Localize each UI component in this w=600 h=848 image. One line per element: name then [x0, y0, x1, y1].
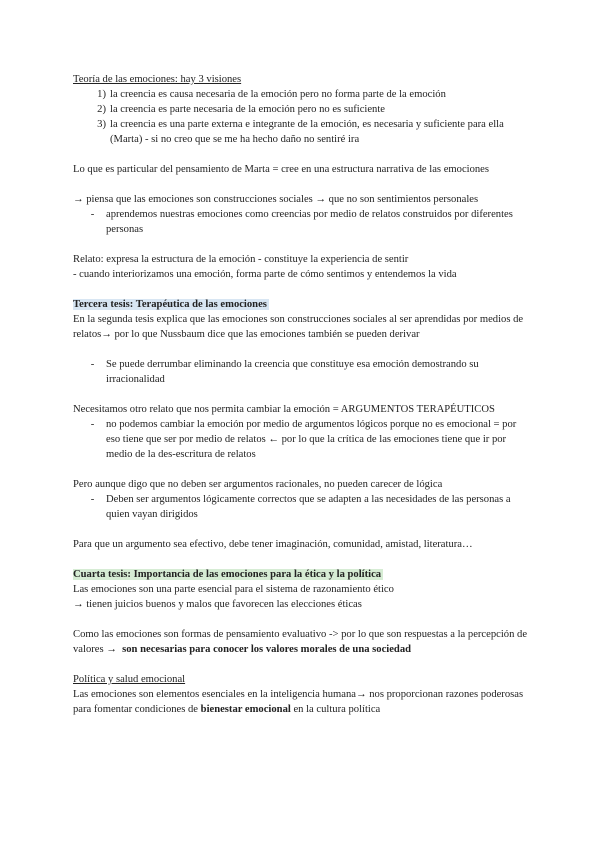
paragraph-relato: Relato: expresa la estructura de la emoción - constituye la experiencia de sentir [73, 254, 409, 265]
section-heading-tercera [73, 297, 533, 312]
paragraph-politica-bold: bienestar emocional [200, 704, 291, 715]
bullet-text: Deben ser argumentos lógicamente correctos que se adapten a las necesidades de las personas a quien vayan dirigidos [106, 494, 511, 520]
item-number: 2) [97, 104, 106, 115]
paragraph-relato-2: - cuando interiorizamos una emoción, forma parte de cómo sentimos y entendemos la vida [73, 269, 457, 280]
numbered-item-3 [73, 117, 533, 147]
bullet-item [73, 417, 533, 462]
bullet-marker: - [90, 209, 95, 220]
numbered-item-2 [73, 102, 533, 117]
heading-highlight: Tercera tesis: Terapéutica de las emociones [73, 299, 267, 310]
item-text: la creencia es causa necesaria de la emoción pero no forma parte de la emoción [110, 89, 446, 100]
item-number: 3) [97, 119, 106, 130]
section-title-teoria: Teoría de las emociones: hay 3 visiones [73, 74, 242, 85]
bullet-item [73, 357, 533, 387]
bullet-text: aprendemos nuestras emociones como creencias por medio de relatos construidos por diferentes personas [106, 209, 513, 235]
paragraph-pero: Pero aunque digo que no deben ser argumentos racionales, no pueden carecer de lógica [73, 479, 443, 490]
item-number: 1) [97, 89, 106, 100]
bullet-marker: - [90, 419, 95, 430]
paragraph-marta: Lo que es particular del pensamiento de Marta = cree en una estructura narrativa de las emociones [73, 164, 490, 175]
section-title-politica: Política y salud emocional [73, 674, 186, 685]
item-text: la creencia es parte necesaria de la emoción pero no es suficiente [110, 104, 385, 115]
item-text: la creencia es una parte externa e integrante de la emoción, es necesaria y suficiente para ella (Marta) - si no creo que se me ha hecho daño no sentiré ira [110, 119, 504, 145]
paragraph-cuarta-2: → tienen juicios buenos y malos que favorecen las elecciones éticas [73, 599, 362, 610]
bullet-marker: - [90, 359, 95, 370]
document-content [73, 72, 533, 717]
bullet-text: no podemos cambiar la emoción por medio de argumentos lógicos porque no es emocional = por eso tiene que ser por medio de relatos ← por lo que la crítica de las emociones tiene que ir por medio de la des-escritura de relatos [106, 419, 517, 460]
paragraph-como-text: Como las emociones son formas de pensamiento evaluativo -> por lo que son respuestas a la percepción de valores → [73, 629, 528, 655]
paragraph-politica [73, 687, 533, 717]
paragraph-piensa: → piensa que las emociones son construcciones sociales → que no son sentimientos personales [73, 194, 479, 205]
paragraph-tercera: En la segunda tesis explica que las emociones son construcciones sociales al ser aprendidas por medios de relatos→ por lo que Nussbaum dice que las emociones también se pueden derivar [73, 314, 524, 340]
bullet-item [73, 207, 533, 237]
section-heading-cuarta [73, 567, 533, 582]
bullet-marker: - [90, 494, 95, 505]
paragraph-politica-end: en la cultura política [293, 704, 381, 715]
paragraph-como [73, 627, 533, 657]
heading-highlight: Cuarta tesis: Importancia de las emociones para la ética y la política [73, 569, 382, 580]
paragraph-politica-text: Las emociones son elementos esenciales en la inteligencia humana→ nos proporcionan razones poderosas para fomentar condiciones de [73, 689, 524, 715]
numbered-item-1 [73, 87, 533, 102]
paragraph-necesitamos: Necesitamos otro relato que nos permita cambiar la emoción = ARGUMENTOS TERAPÉUTICOS [73, 404, 495, 415]
bullet-text: Se puede derrumbar eliminando la creencia que constituye esa emoción demostrando su irracionalidad [106, 359, 479, 385]
bullet-item [73, 492, 533, 522]
paragraph-cuarta-1: Las emociones son una parte esencial para el sistema de razonamiento ético [73, 584, 394, 595]
paragraph-como-bold: son necesarias para conocer los valores morales de una sociedad [122, 644, 412, 655]
paragraph-para: Para que un argumento sea efectivo, debe tener imaginación, comunidad, amistad, literatura… [73, 539, 473, 550]
